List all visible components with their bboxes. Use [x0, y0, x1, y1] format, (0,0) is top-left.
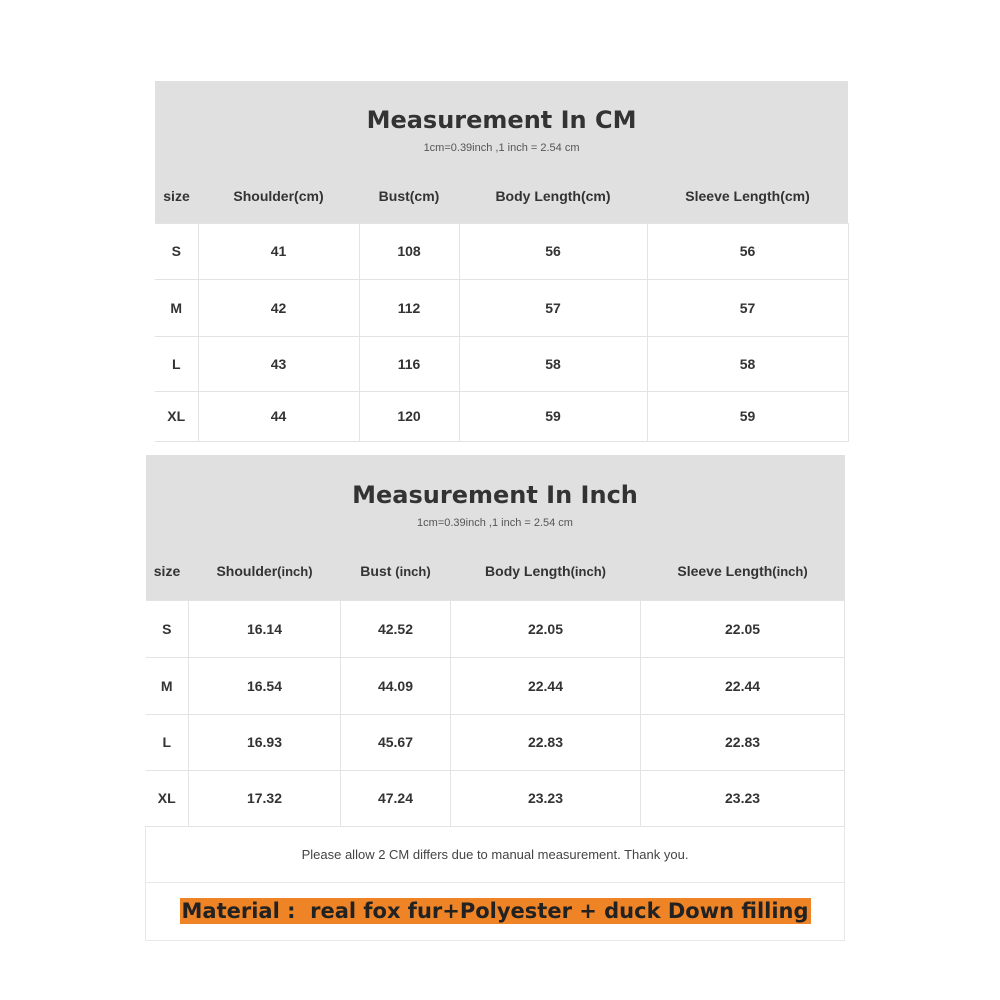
body-length-cell: 22.83 [451, 714, 641, 770]
inch-table-title: Measurement In Inch [352, 481, 638, 509]
cm-table-title: Measurement In CM [366, 106, 637, 134]
body-length-cell: 57 [459, 279, 647, 336]
bust-cell: 45.67 [341, 714, 451, 770]
header-sleeve-length: Sleeve Length(cm) [647, 169, 848, 223]
header-body-length: Body Length(cm) [459, 169, 647, 223]
shoulder-cell: 16.14 [189, 600, 341, 657]
header-shoulder: Shoulder(cm) [198, 169, 359, 223]
header-bust-unit: (inch) [395, 564, 431, 580]
inch-header-row [146, 543, 845, 600]
header-size: size [155, 169, 198, 223]
table-row [155, 279, 848, 336]
body-length-cell: 59 [459, 391, 647, 441]
sleeve-length-cell: 56 [647, 223, 848, 279]
size-cell: L [155, 336, 198, 391]
body-length-cell: 58 [459, 336, 647, 391]
header-bust-label: Bust [360, 563, 396, 580]
table-row [155, 336, 848, 391]
body-length-cell: 23.23 [451, 770, 641, 826]
sleeve-length-cell: 22.05 [641, 600, 845, 657]
table-row [146, 714, 845, 770]
header-bust [341, 543, 451, 600]
inch-measurement-table [145, 455, 845, 941]
shoulder-cell: 17.32 [189, 770, 341, 826]
shoulder-cell: 41 [198, 223, 359, 279]
size-cell: XL [155, 391, 198, 441]
shoulder-cell: 44 [198, 391, 359, 441]
sleeve-length-cell: 22.44 [641, 657, 845, 714]
size-cell: S [146, 600, 189, 657]
table-row [146, 770, 845, 826]
sleeve-length-cell: 23.23 [641, 770, 845, 826]
bust-cell: 44.09 [341, 657, 451, 714]
cm-table-subtitle: 1cm=0.39inch ,1 inch = 2.54 cm [423, 142, 580, 154]
header-shoulder-unit: (inch) [277, 564, 313, 580]
size-cell: S [155, 223, 198, 279]
measurement-note: Please allow 2 CM differs due to manual measurement. Thank you. [146, 826, 845, 882]
material-cell [146, 882, 845, 940]
header-sleeve-length [641, 543, 845, 600]
header-shoulder [189, 543, 341, 600]
bust-cell: 116 [359, 336, 459, 391]
header-sleeve-length-label: Sleeve Length [677, 563, 773, 580]
sleeve-length-cell: 59 [647, 391, 848, 441]
size-cell: L [146, 714, 189, 770]
header-body-length [451, 543, 641, 600]
table-row [146, 600, 845, 657]
body-length-cell: 22.44 [451, 657, 641, 714]
header-shoulder-label: Shoulder [216, 563, 278, 580]
header-bust: Bust(cm) [359, 169, 459, 223]
header-body-length-unit: (inch) [570, 564, 606, 580]
header-size [146, 543, 189, 600]
shoulder-cell: 42 [198, 279, 359, 336]
bust-cell: 112 [359, 279, 459, 336]
shoulder-cell: 16.93 [189, 714, 341, 770]
shoulder-cell: 43 [198, 336, 359, 391]
table-row [146, 657, 845, 714]
header-body-length-label: Body Length [485, 563, 571, 580]
size-cell: XL [146, 770, 189, 826]
size-cell: M [155, 279, 198, 336]
inch-table-subtitle: 1cm=0.39inch ,1 inch = 2.54 cm [417, 517, 573, 529]
bust-cell: 120 [359, 391, 459, 441]
sleeve-length-cell: 57 [647, 279, 848, 336]
bust-cell: 108 [359, 223, 459, 279]
size-cell: M [146, 657, 189, 714]
cm-table-title-cell [155, 81, 848, 169]
shoulder-cell: 16.54 [189, 657, 341, 714]
cm-measurement-table [155, 81, 849, 442]
bust-cell: 47.24 [341, 770, 451, 826]
sleeve-length-cell: 58 [647, 336, 848, 391]
sleeve-length-cell: 22.83 [641, 714, 845, 770]
table-row [155, 223, 848, 279]
bust-cell: 42.52 [341, 600, 451, 657]
header-size-label: size [153, 563, 181, 580]
material-label: Material : real fox fur+Polyester + duck Down filling [181, 899, 809, 923]
header-sleeve-length-unit: (inch) [772, 564, 808, 580]
table-row [155, 391, 848, 441]
inch-table-title-cell [146, 455, 845, 543]
body-length-cell: 22.05 [451, 600, 641, 657]
body-length-cell: 56 [459, 223, 647, 279]
cm-header-row [155, 169, 848, 223]
